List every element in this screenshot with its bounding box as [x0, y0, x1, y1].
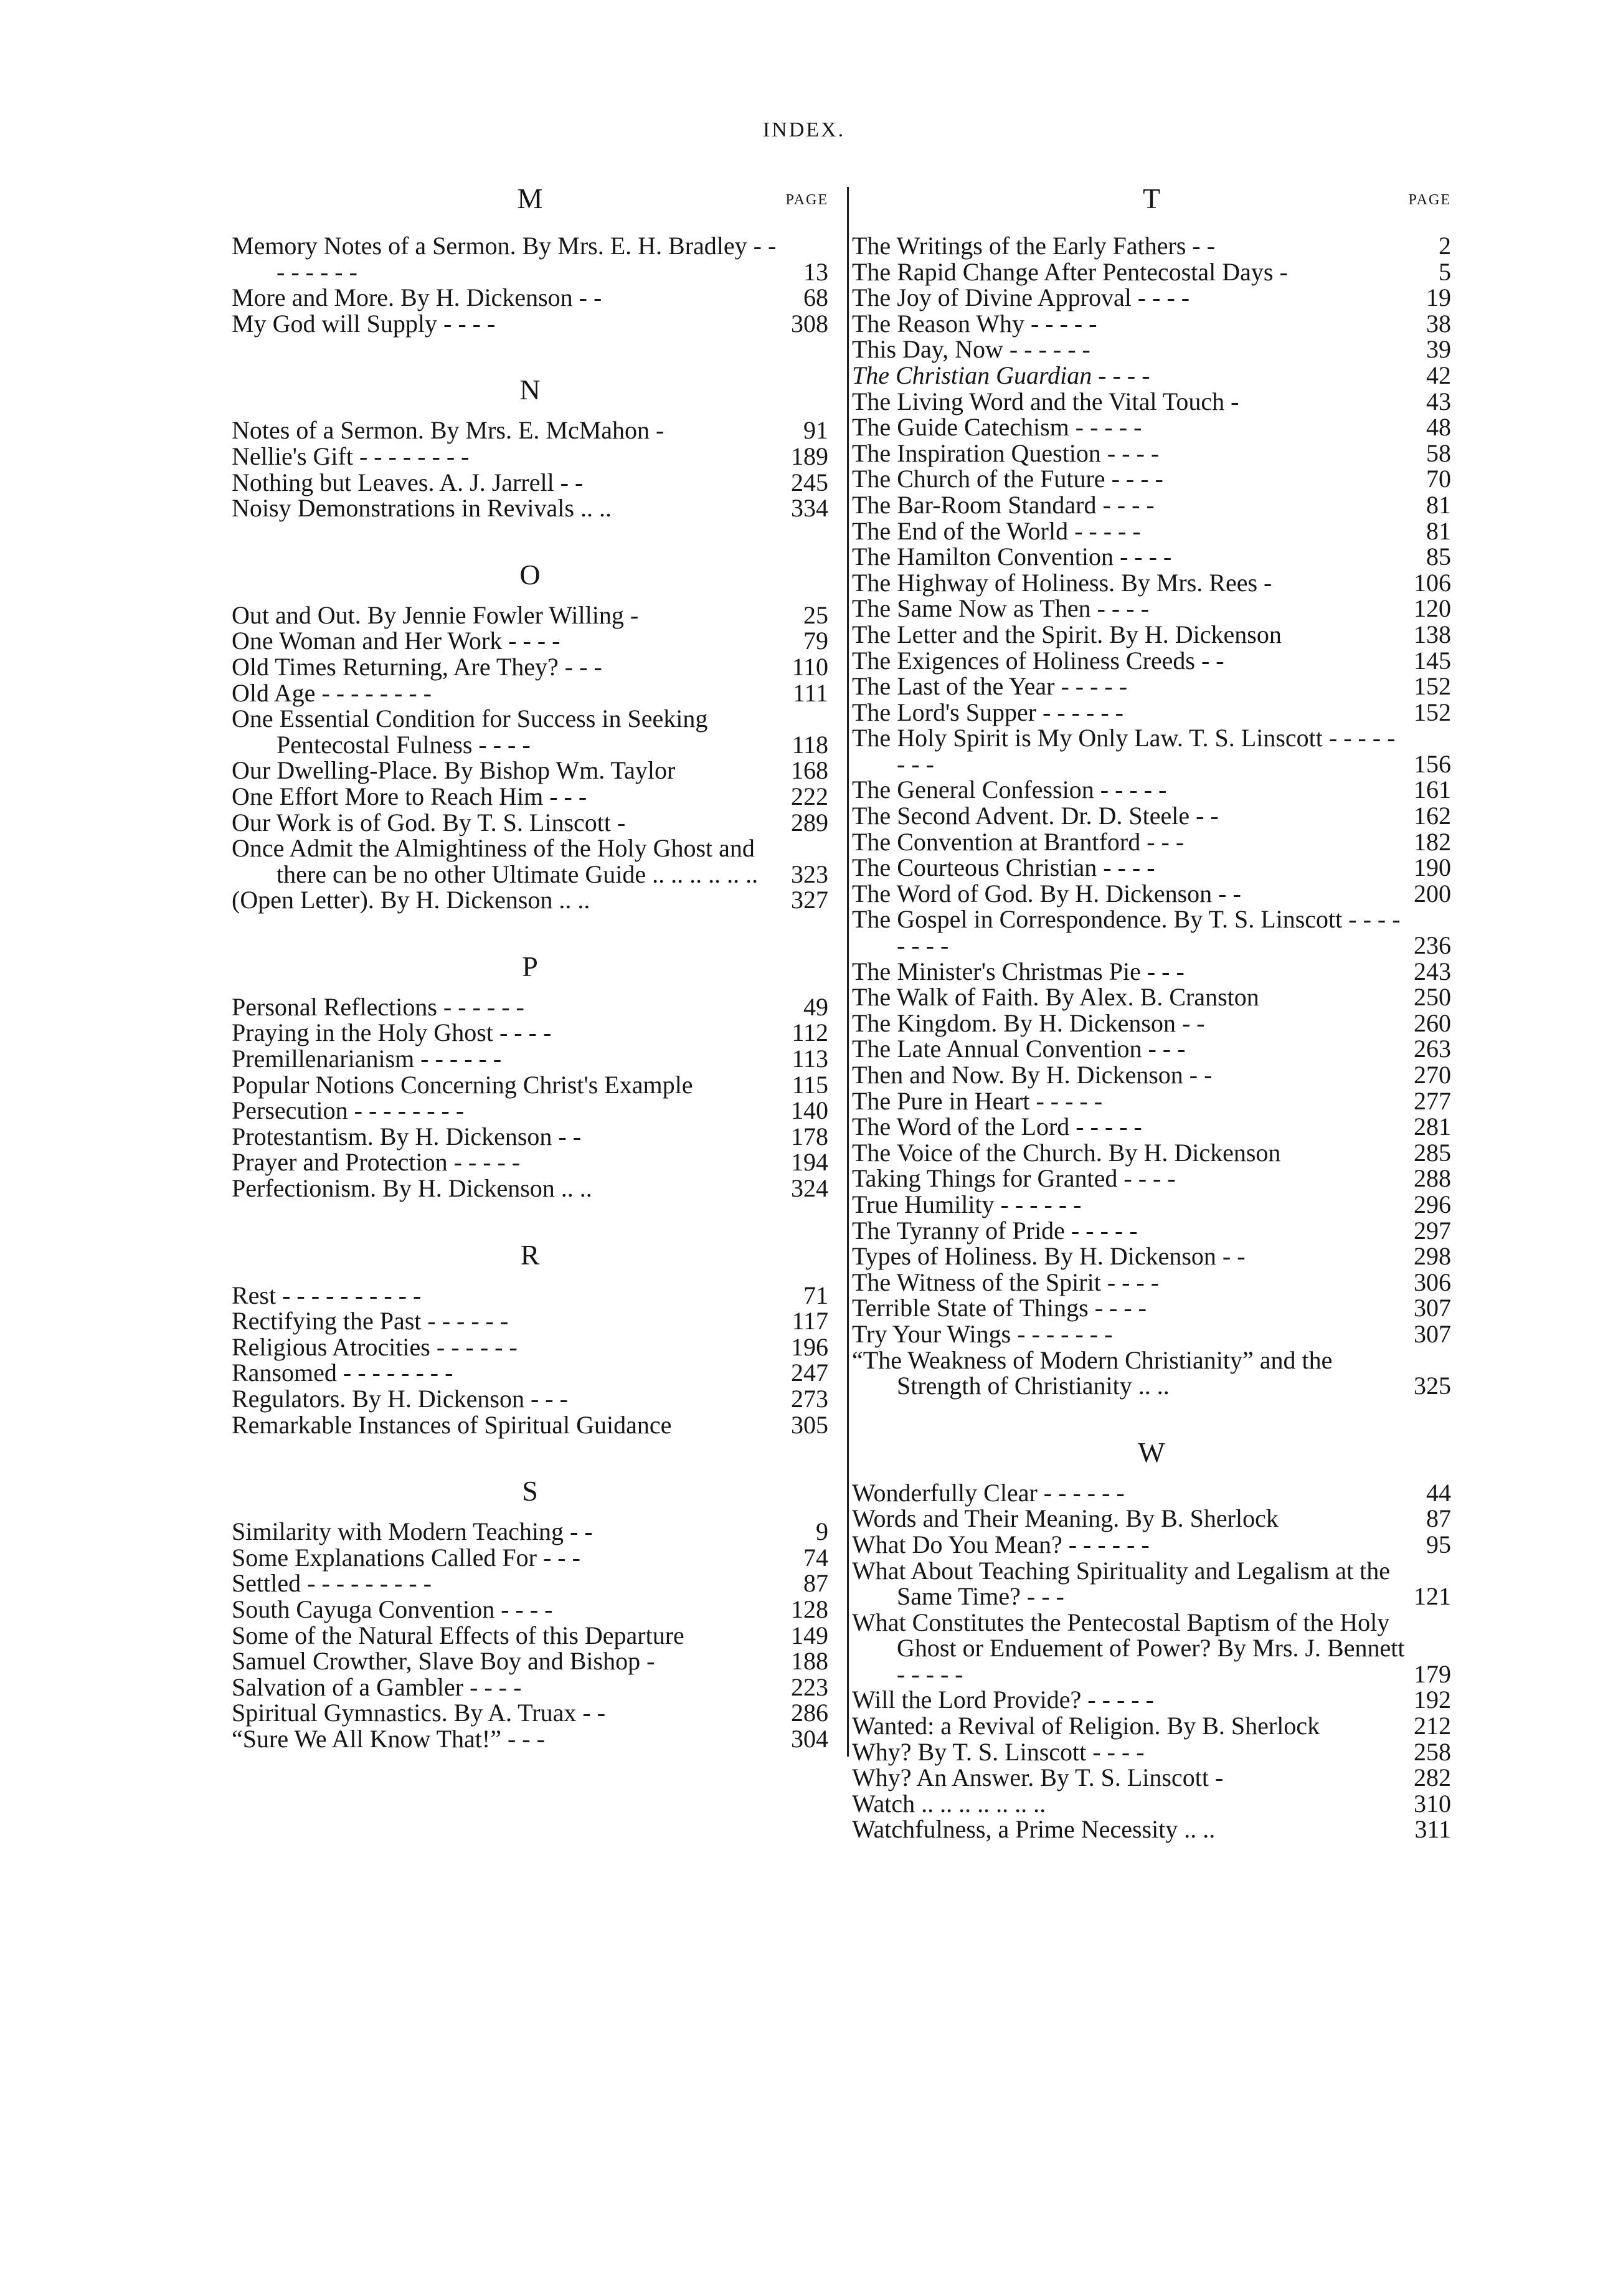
entry-title: The Writings of the Early Fathers - - [852, 232, 1216, 260]
entry-title: The Late Annual Convention - - - [852, 1035, 1186, 1063]
index-entry [232, 887, 828, 913]
index-entry [232, 1020, 828, 1046]
entry-title: Ransomed - - - - - - - - [232, 1359, 453, 1387]
entry-title: Old Age - - - - - - - - [232, 678, 432, 707]
page-column-label: PAGE [1408, 192, 1451, 208]
entry-page-number: 236 [1414, 931, 1451, 960]
entry-title: The Voice of the Church. By H. Dickenson [852, 1138, 1281, 1167]
entry-title: The Walk of Faith. By Alex. B. Cranston [852, 983, 1259, 1012]
entry-title: Why? By T. S. Linscott - - - - [852, 1737, 1145, 1766]
index-entry [852, 233, 1451, 259]
entry-title: Words and Their Meaning. By B. Sherlock [852, 1504, 1279, 1533]
entry-page-number: 305 [791, 1410, 828, 1439]
entry-title: Why? An Answer. By T. S. Linscott - [852, 1763, 1224, 1792]
index-entry [852, 595, 1451, 622]
entry-title: Our Work is of God. By T. S. Linscott - [232, 808, 626, 837]
entry-page-number: 81 [1426, 490, 1451, 519]
index-entry [852, 259, 1451, 285]
entry-title: The Inspiration Question - - - - [852, 439, 1160, 467]
column-divider [847, 187, 849, 1757]
entry-title: Nellie's Gift - - - - - - - - [232, 442, 470, 470]
entry-title: What About Teaching Spirituality and Legalism at the Same Time? - - - [852, 1556, 1391, 1611]
entry-page-number: 282 [1414, 1763, 1451, 1792]
running-head: INDEX. [762, 118, 846, 141]
index-entry [852, 1506, 1451, 1532]
entry-page-number: 13 [803, 257, 828, 286]
entry-title: One Woman and Her Work - - - - [232, 627, 560, 655]
entry-title: Regulators. By H. Dickenson - - - [232, 1385, 568, 1413]
entry-title: What Do You Mean? - - - - - - [852, 1530, 1150, 1558]
index-entry [852, 1165, 1451, 1192]
index-entry [852, 855, 1451, 881]
index-entry [852, 518, 1451, 544]
entry-title: The General Confession - - - - - [852, 776, 1167, 804]
entry-title: The Word of the Lord - - - - - [852, 1112, 1142, 1141]
entry-title: Premillenarianism - - - - - - [232, 1045, 502, 1073]
entry-page-number: 182 [1414, 827, 1451, 856]
index-entry [232, 1570, 828, 1596]
entry-title: Terrible State of Things - - - - [852, 1294, 1147, 1322]
right-column [852, 182, 1451, 1866]
index-entry [232, 1175, 828, 1202]
index-entry [852, 906, 1451, 958]
entry-title: “Sure We All Know That!” - - - [232, 1724, 545, 1753]
index-entry [852, 1036, 1451, 1062]
section-letter: S [522, 1475, 538, 1507]
index-entry [232, 285, 828, 311]
index-entry [852, 673, 1451, 700]
entry-page-number: 190 [1414, 853, 1451, 882]
entry-page-number: 162 [1414, 802, 1451, 830]
entry-page-number: 307 [1414, 1294, 1451, 1322]
index-entry [852, 1532, 1451, 1558]
entry-page-number: 325 [1414, 1372, 1451, 1400]
index-entry [852, 440, 1451, 467]
entry-page-number: 310 [1414, 1789, 1451, 1818]
section-letter: T [1142, 183, 1161, 214]
entry-title: Protestantism. By H. Dickenson - - [232, 1122, 582, 1150]
entry-title: The End of the World - - - - - [852, 516, 1141, 545]
entry-page-number: 44 [1426, 1478, 1451, 1507]
entry-title: The Bar-Room Standard - - - - [852, 490, 1155, 519]
index-entry [852, 1816, 1451, 1843]
entry-page-number: 5 [1439, 257, 1451, 286]
entry-title: Praying in the Holy Ghost - - - - [232, 1018, 552, 1047]
entry-title: The Courteous Christian - - - - [852, 853, 1155, 882]
entry-title: The Witness of the Spirit - - - - [852, 1268, 1160, 1296]
index-entry [852, 984, 1451, 1010]
entry-page-number: 74 [803, 1543, 828, 1572]
section-letter: O [519, 558, 541, 591]
entry-page-number: 121 [1414, 1582, 1451, 1611]
column-head [852, 182, 1451, 223]
entry-page-number: 304 [791, 1724, 828, 1753]
entry-title: The Minister's Christmas Pie - - - [852, 957, 1185, 985]
index-entry [852, 700, 1451, 726]
entry-page-number: 298 [1414, 1242, 1451, 1271]
entry-title: Wanted: a Revival of Religion. By B. Sherlock [852, 1712, 1320, 1740]
index-entry [852, 1480, 1451, 1506]
entry-page-number: 152 [1414, 698, 1451, 726]
entry-page-number: 189 [791, 442, 828, 470]
entry-page-number: 48 [1426, 413, 1451, 442]
entry-page-number: 200 [1414, 879, 1451, 908]
entry-page-number: 87 [803, 1569, 828, 1598]
entry-title: Similarity with Modern Teaching - - [232, 1517, 593, 1546]
index-entry [232, 835, 828, 887]
entry-title: True Humility - - - - - - [852, 1190, 1082, 1218]
entry-title: Then and Now. By H. Dickenson - - [852, 1061, 1213, 1089]
index-entry [852, 1610, 1451, 1687]
entry-page-number: 42 [1426, 361, 1451, 389]
entry-page-number: 91 [803, 416, 828, 445]
index-entry [852, 648, 1451, 674]
entry-title: Wonderfully Clear - - - - - - [852, 1478, 1125, 1507]
entry-title: Some of the Natural Effects of this Departure [232, 1621, 684, 1649]
entry-title: The Tyranny of Pride - - - - - [852, 1216, 1138, 1245]
entry-page-number: 277 [1414, 1086, 1451, 1115]
index-entry [232, 1098, 828, 1124]
entry-page-number: 81 [1426, 516, 1451, 545]
entry-page-number: 152 [1414, 672, 1451, 701]
section-letter: R [520, 1238, 540, 1271]
index-entry [852, 1295, 1451, 1321]
entry-title: The Gospel in Correspondence. By T. S. Linscott - - - - - - - - [852, 905, 1401, 960]
entry-title: Out and Out. By Jennie Fowler Willing - [232, 600, 639, 629]
entry-title: Noisy Demonstrations in Revivals .. .. [232, 494, 612, 523]
entry-title: The Convention at Brantford - - - [852, 827, 1185, 856]
entry-page-number: 289 [791, 808, 828, 837]
index-entry [852, 336, 1451, 363]
index-entry [232, 654, 828, 680]
entry-title: Rest - - - - - - - - - - [232, 1281, 422, 1309]
entry-page-number: 260 [1414, 1008, 1451, 1037]
entry-title: More and More. By H. Dickenson - - [232, 283, 602, 312]
entry-page-number: 196 [791, 1332, 828, 1361]
entry-title: The Joy of Divine Approval - - - - [852, 283, 1190, 312]
index-entry [852, 725, 1451, 777]
index-entry [232, 1072, 828, 1098]
entry-title: Types of Holiness. By H. Dickenson - - [852, 1242, 1246, 1271]
entry-page-number: 258 [1414, 1737, 1451, 1766]
entry-page-number: 58 [1426, 439, 1451, 467]
entry-title: (Open Letter). By H. Dickenson .. .. [232, 886, 590, 914]
index-entry [852, 1713, 1451, 1739]
entry-page-number: 307 [1414, 1319, 1451, 1348]
entry-title: One Essential Condition for Success in Seeking Pentecostal Fulness - - - - [232, 704, 708, 759]
entry-page-number: 140 [791, 1096, 828, 1125]
index-entry [852, 570, 1451, 596]
index-entry [232, 706, 828, 757]
entry-title: The Letter and the Spirit. By H. Dickenson [852, 620, 1282, 648]
entry-page-number: 39 [1426, 335, 1451, 364]
entry-page-number: 168 [791, 756, 828, 785]
entry-page-number: 273 [791, 1385, 828, 1413]
entry-title: Watch .. .. .. .. .. .. .. [852, 1789, 1046, 1818]
entry-title: The Exigences of Holiness Creeds - - [852, 646, 1224, 675]
entry-page-number: 297 [1414, 1216, 1451, 1245]
entry-title: “The Weakness of Modern Christianity” and the Strength of Christianity .. .. [852, 1345, 1333, 1400]
index-entry [852, 1192, 1451, 1218]
page-column-label: PAGE [785, 192, 828, 208]
entry-page-number: 115 [792, 1070, 828, 1099]
index-entry [852, 1687, 1451, 1713]
index-entry [232, 810, 828, 836]
entry-page-number: 68 [803, 283, 828, 312]
entry-page-number: 128 [791, 1595, 828, 1623]
entry-page-number: 79 [803, 627, 828, 655]
entry-page-number: 281 [1414, 1112, 1451, 1141]
entry-title: Popular Notions Concerning Christ's Example [232, 1070, 693, 1099]
index-entry [852, 1062, 1451, 1088]
index-entry [852, 1321, 1451, 1347]
index-entry [852, 492, 1451, 518]
entry-title: The Living Word and the Vital Touch - [852, 387, 1239, 415]
entry-title: Some Explanations Called For - - - [232, 1543, 580, 1572]
entry-title: Persecution - - - - - - - - [232, 1096, 465, 1125]
entry-page-number: 149 [791, 1621, 828, 1649]
left-column [232, 182, 828, 1776]
entry-title: The Holy Spirit is My Only Law. T. S. Linscott - - - - - - - - [852, 724, 1396, 778]
entry-page-number: 85 [1426, 543, 1451, 571]
index-entry [852, 622, 1451, 648]
index-entry [852, 959, 1451, 985]
entry-title: Memory Notes of a Sermon. By Mrs. E. H. Bradley - - - - - - - - [232, 232, 777, 286]
entry-page-number: 311 [1414, 1815, 1451, 1844]
entry-title: Spiritual Gymnastics. By A. Truax - - [232, 1699, 606, 1727]
entry-page-number: 270 [1414, 1061, 1451, 1089]
index-entry [232, 311, 828, 337]
entry-title: The Christian Guardian - - - - [852, 361, 1150, 389]
entry-title: My God will Supply - - - - [232, 309, 496, 338]
index-entry [232, 680, 828, 706]
entry-page-number: 112 [792, 1018, 828, 1047]
index-entry [232, 1674, 828, 1701]
entry-title: The Hamilton Convention - - - - [852, 543, 1172, 571]
entry-page-number: 188 [791, 1647, 828, 1676]
index-entry [852, 363, 1451, 389]
entry-title: The Guide Catechism - - - - - [852, 413, 1142, 442]
entry-page-number: 323 [791, 860, 828, 888]
index-entry [232, 470, 828, 496]
entry-page-number: 145 [1414, 646, 1451, 675]
entry-page-number: 49 [803, 992, 828, 1021]
entry-title: Personal Reflections - - - - - - [232, 992, 524, 1021]
entry-title: Religious Atrocities - - - - - - [232, 1332, 518, 1361]
index-entry [852, 285, 1451, 311]
entry-page-number: 117 [792, 1307, 828, 1335]
index-entry [852, 803, 1451, 829]
entry-page-number: 19 [1426, 283, 1451, 312]
entry-title: Prayer and Protection - - - - - [232, 1148, 521, 1177]
entry-title: Salvation of a Gambler - - - - [232, 1672, 522, 1701]
index-entry [852, 829, 1451, 855]
index-entry [232, 1545, 828, 1571]
entry-title: The Highway of Holiness. By Mrs. Rees - [852, 568, 1272, 597]
index-entry [232, 628, 828, 654]
entry-title: South Cayuga Convention - - - - [232, 1595, 553, 1623]
index-entry [852, 544, 1451, 570]
entry-page-number: 245 [791, 468, 828, 496]
entry-page-number: 250 [1414, 983, 1451, 1012]
index-entry [232, 495, 828, 521]
entry-title: Old Times Returning, Are They? - - - [232, 652, 602, 681]
index-entry [852, 1114, 1451, 1140]
entry-page-number: 286 [791, 1699, 828, 1727]
entry-title: Samuel Crowther, Slave Boy and Bishop - [232, 1647, 655, 1676]
entry-page-number: 87 [1426, 1504, 1451, 1533]
index-entry [232, 417, 828, 444]
entry-page-number: 110 [792, 652, 828, 681]
entry-page-number: 324 [791, 1174, 828, 1203]
index-entry [852, 1088, 1451, 1114]
index-entry [852, 1765, 1451, 1791]
entry-page-number: 95 [1426, 1530, 1451, 1558]
entry-title: Our Dwelling-Place. By Bishop Wm. Taylor [232, 756, 676, 785]
index-entry [852, 414, 1451, 440]
entry-title: Once Admit the Almightiness of the Holy Ghost and there can be no other Ultimate Guide .. .. .. .. .. .. [232, 834, 759, 888]
entry-page-number: 308 [791, 309, 828, 338]
index-entry [232, 233, 828, 285]
section-letter: M [517, 183, 543, 214]
section-letter: N [519, 374, 541, 406]
index-entry [852, 881, 1451, 907]
entry-page-number: 2 [1439, 232, 1451, 260]
index-entry [232, 1046, 828, 1072]
index-entry [852, 777, 1451, 803]
entry-title: The Lord's Supper - - - - - - [852, 698, 1123, 726]
entry-title: What Constitutes the Pentecostal Baptism of the Holy Ghost or Enduement of Power? By Mrs. J. Bennett - - - - - [852, 1608, 1405, 1688]
index-entry [232, 1648, 828, 1674]
entry-page-number: 192 [1414, 1686, 1451, 1714]
entry-page-number: 113 [792, 1045, 828, 1073]
index-entry [852, 1243, 1451, 1269]
entry-title: The Word of God. By H. Dickenson - - [852, 879, 1241, 908]
entry-page-number: 247 [791, 1359, 828, 1387]
entry-page-number: 327 [791, 886, 828, 914]
section-letter: P [522, 950, 538, 982]
entry-page-number: 118 [792, 730, 828, 759]
entry-page-number: 285 [1414, 1138, 1451, 1167]
entry-page-number: 138 [1414, 620, 1451, 648]
entry-page-number: 243 [1414, 957, 1451, 985]
entry-title: The Reason Why - - - - - [852, 309, 1097, 338]
entry-page-number: 179 [1414, 1659, 1451, 1688]
entry-title: Rectifying the Past - - - - - - [232, 1307, 509, 1335]
entry-title: The Same Now as Then - - - - [852, 594, 1149, 623]
entry-title: One Effort More to Reach Him - - - [232, 782, 587, 810]
entry-page-number: 223 [791, 1672, 828, 1701]
index-entry [232, 1700, 828, 1726]
index-entry [852, 1791, 1451, 1817]
index-entry [232, 1283, 828, 1309]
entry-page-number: 106 [1414, 568, 1451, 597]
entry-page-number: 38 [1426, 309, 1451, 338]
entry-title: The Last of the Year - - - - - [852, 672, 1128, 701]
index-entry [232, 1386, 828, 1412]
index-entry [232, 1149, 828, 1175]
index-entry [852, 1269, 1451, 1296]
entry-page-number: 306 [1414, 1268, 1451, 1296]
entry-page-number: 111 [792, 678, 828, 707]
entry-page-number: 212 [1414, 1712, 1451, 1740]
column-head [232, 182, 828, 223]
entry-page-number: 263 [1414, 1035, 1451, 1063]
entry-title: This Day, Now - - - - - - [852, 335, 1090, 364]
index-entry [852, 389, 1451, 415]
entry-title: Try Your Wings - - - - - - - [852, 1319, 1113, 1348]
entry-title: The Kingdom. By H. Dickenson - - [852, 1008, 1205, 1037]
entry-page-number: 9 [816, 1517, 828, 1546]
index-entry [232, 1360, 828, 1386]
entry-title: Remarkable Instances of Spiritual Guidance [232, 1410, 672, 1439]
entry-title: The Rapid Change After Pentecostal Days - [852, 257, 1288, 286]
entry-title: Notes of a Sermon. By Mrs. E. McMahon - [232, 416, 664, 445]
index-entry [232, 444, 828, 470]
index-entry [232, 1519, 828, 1545]
index-entry [852, 1558, 1451, 1610]
entry-page-number: 161 [1414, 776, 1451, 804]
entry-page-number: 156 [1414, 749, 1451, 778]
entry-page-number: 178 [791, 1122, 828, 1150]
entry-title: Nothing but Leaves. A. J. Jarrell - - [232, 468, 584, 496]
entry-title: Perfectionism. By H. Dickenson .. .. [232, 1174, 592, 1203]
entry-title: Watchfulness, a Prime Necessity .. .. [852, 1815, 1216, 1844]
index-entry [852, 311, 1451, 337]
index-entry [852, 1010, 1451, 1037]
index-entry [852, 1347, 1451, 1399]
entry-page-number: 70 [1426, 465, 1451, 493]
index-entry [232, 784, 828, 810]
index-entry [852, 1218, 1451, 1244]
index-entry [232, 1412, 828, 1438]
index-entry [232, 1726, 828, 1752]
index-entry [852, 1739, 1451, 1765]
entry-page-number: 194 [791, 1148, 828, 1177]
entry-page-number: 288 [1414, 1164, 1451, 1193]
entry-title: The Church of the Future - - - - [852, 465, 1163, 493]
entry-page-number: 43 [1426, 387, 1451, 415]
entry-title: Taking Things for Granted - - - - [852, 1164, 1176, 1193]
index-entry [232, 1334, 828, 1360]
entry-page-number: 222 [791, 782, 828, 810]
index-entry [852, 466, 1451, 492]
entry-title: The Second Advent. Dr. D. Steele - - [852, 802, 1219, 830]
index-entry [232, 1596, 828, 1623]
entry-page-number: 25 [803, 600, 828, 629]
entry-page-number: 334 [791, 494, 828, 523]
index-entry [232, 994, 828, 1020]
entry-page-number: 296 [1414, 1190, 1451, 1218]
entry-page-number: 120 [1414, 594, 1451, 623]
index-entry [232, 602, 828, 629]
section-letter: W [1138, 1436, 1165, 1468]
index-entry [232, 1308, 828, 1334]
entry-title: Will the Lord Provide? - - - - - [852, 1686, 1154, 1714]
index-entry [852, 1140, 1451, 1166]
index-entry [232, 1623, 828, 1649]
entry-title: Settled - - - - - - - - - [232, 1569, 432, 1598]
index-entry [232, 757, 828, 784]
index-entry [232, 1124, 828, 1150]
entry-title: The Pure in Heart - - - - - [852, 1086, 1103, 1115]
entry-page-number: 71 [803, 1281, 828, 1309]
